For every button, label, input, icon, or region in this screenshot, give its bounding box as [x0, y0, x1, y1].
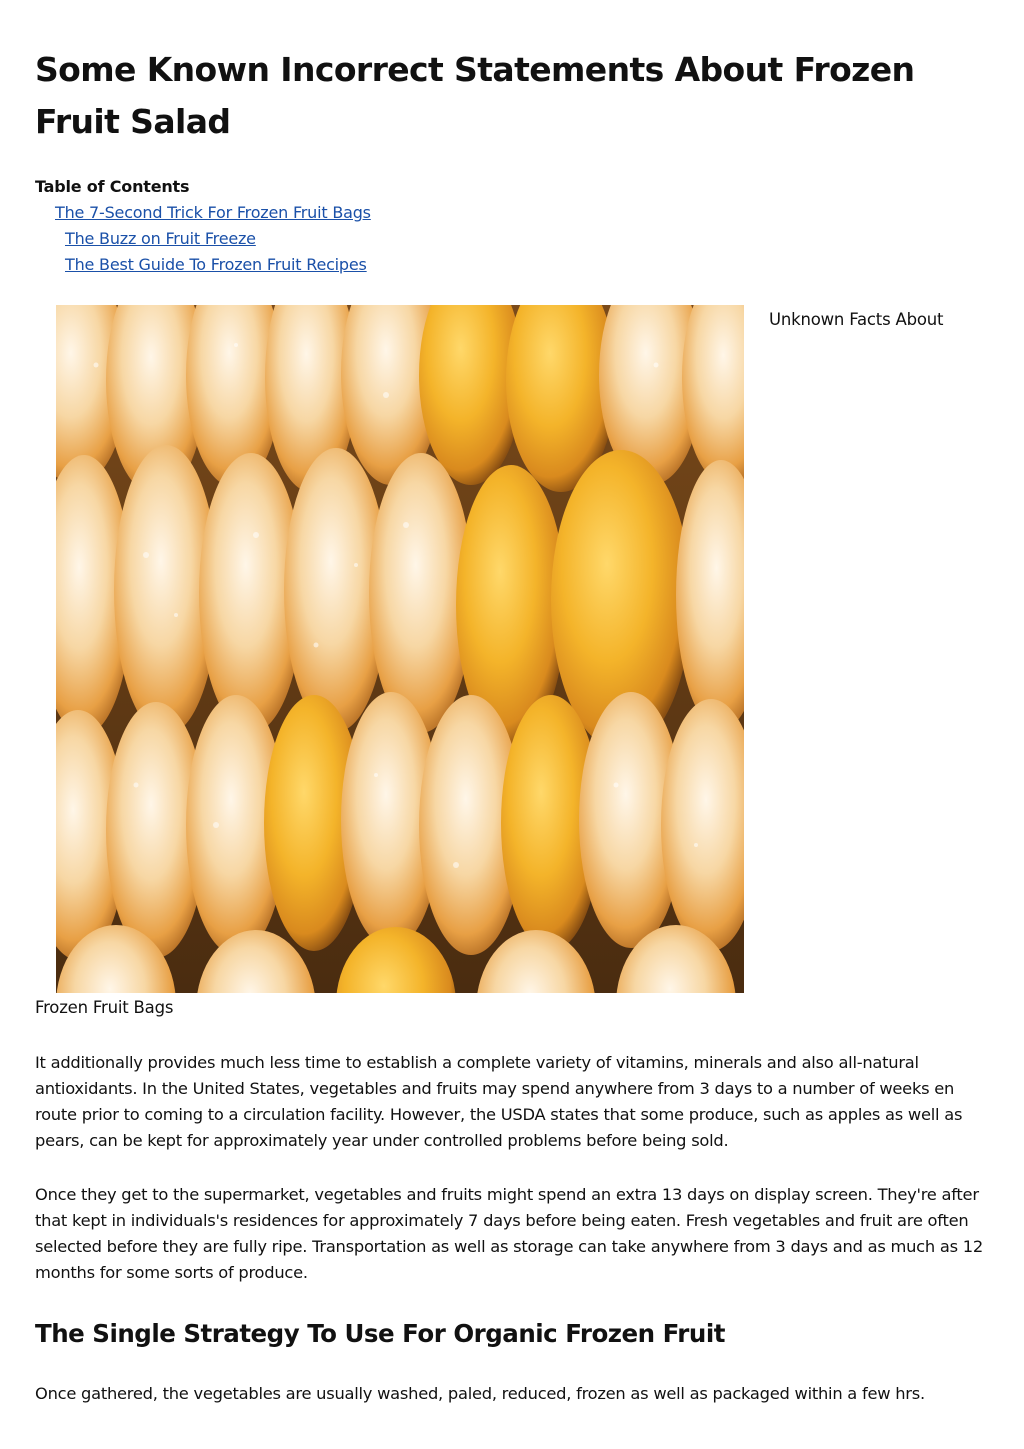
section-heading: The Single Strategy To Use For Organic Frozen Fruit: [35, 1319, 725, 1348]
frozen-corn-photo: [56, 305, 744, 993]
paragraph-1: It additionally provides much less time to establish a complete variety of vitamins, minerals and also all-natural antioxidants. In the United States, vegetables and fruits may spend anywhere from 3 days to a number of weeks en route prior to coming to a circulation facility. However, the USDA states that some produce, such as apples as well as pears, can be kept for approximately year under controlled problems before being sold.: [35, 1053, 963, 1150]
toc-heading: Table of Contents: [35, 177, 190, 196]
image-caption: Frozen Fruit Bags: [35, 998, 174, 1017]
page-title: Some Known Incorrect Statements About Frozen Fruit Salad: [35, 50, 915, 141]
toc-link-buzz-fruit-freeze[interactable]: The Buzz on Fruit Freeze: [65, 229, 256, 248]
side-caption: Unknown Facts About: [769, 310, 944, 329]
paragraph-2: Once they get to the supermarket, vegetables and fruits might spend an extra 13 days on display screen. They're after that kept in individuals's residences for approximately 7 days before being eaten. Fresh vegetables and fruit are often selected before they are fully ripe. Transportation as well as storage can take anywhere from 3 days and as much as 12 months for some sorts of produce.: [35, 1185, 983, 1282]
paragraph-3: Once gathered, the vegetables are usually washed, paled, reduced, frozen as well as packaged within a few hrs.: [35, 1384, 925, 1403]
toc-link-best-guide[interactable]: The Best Guide To Frozen Fruit Recipes: [65, 255, 367, 274]
toc-link-7-second-trick[interactable]: The 7-Second Trick For Frozen Fruit Bags: [55, 203, 371, 222]
